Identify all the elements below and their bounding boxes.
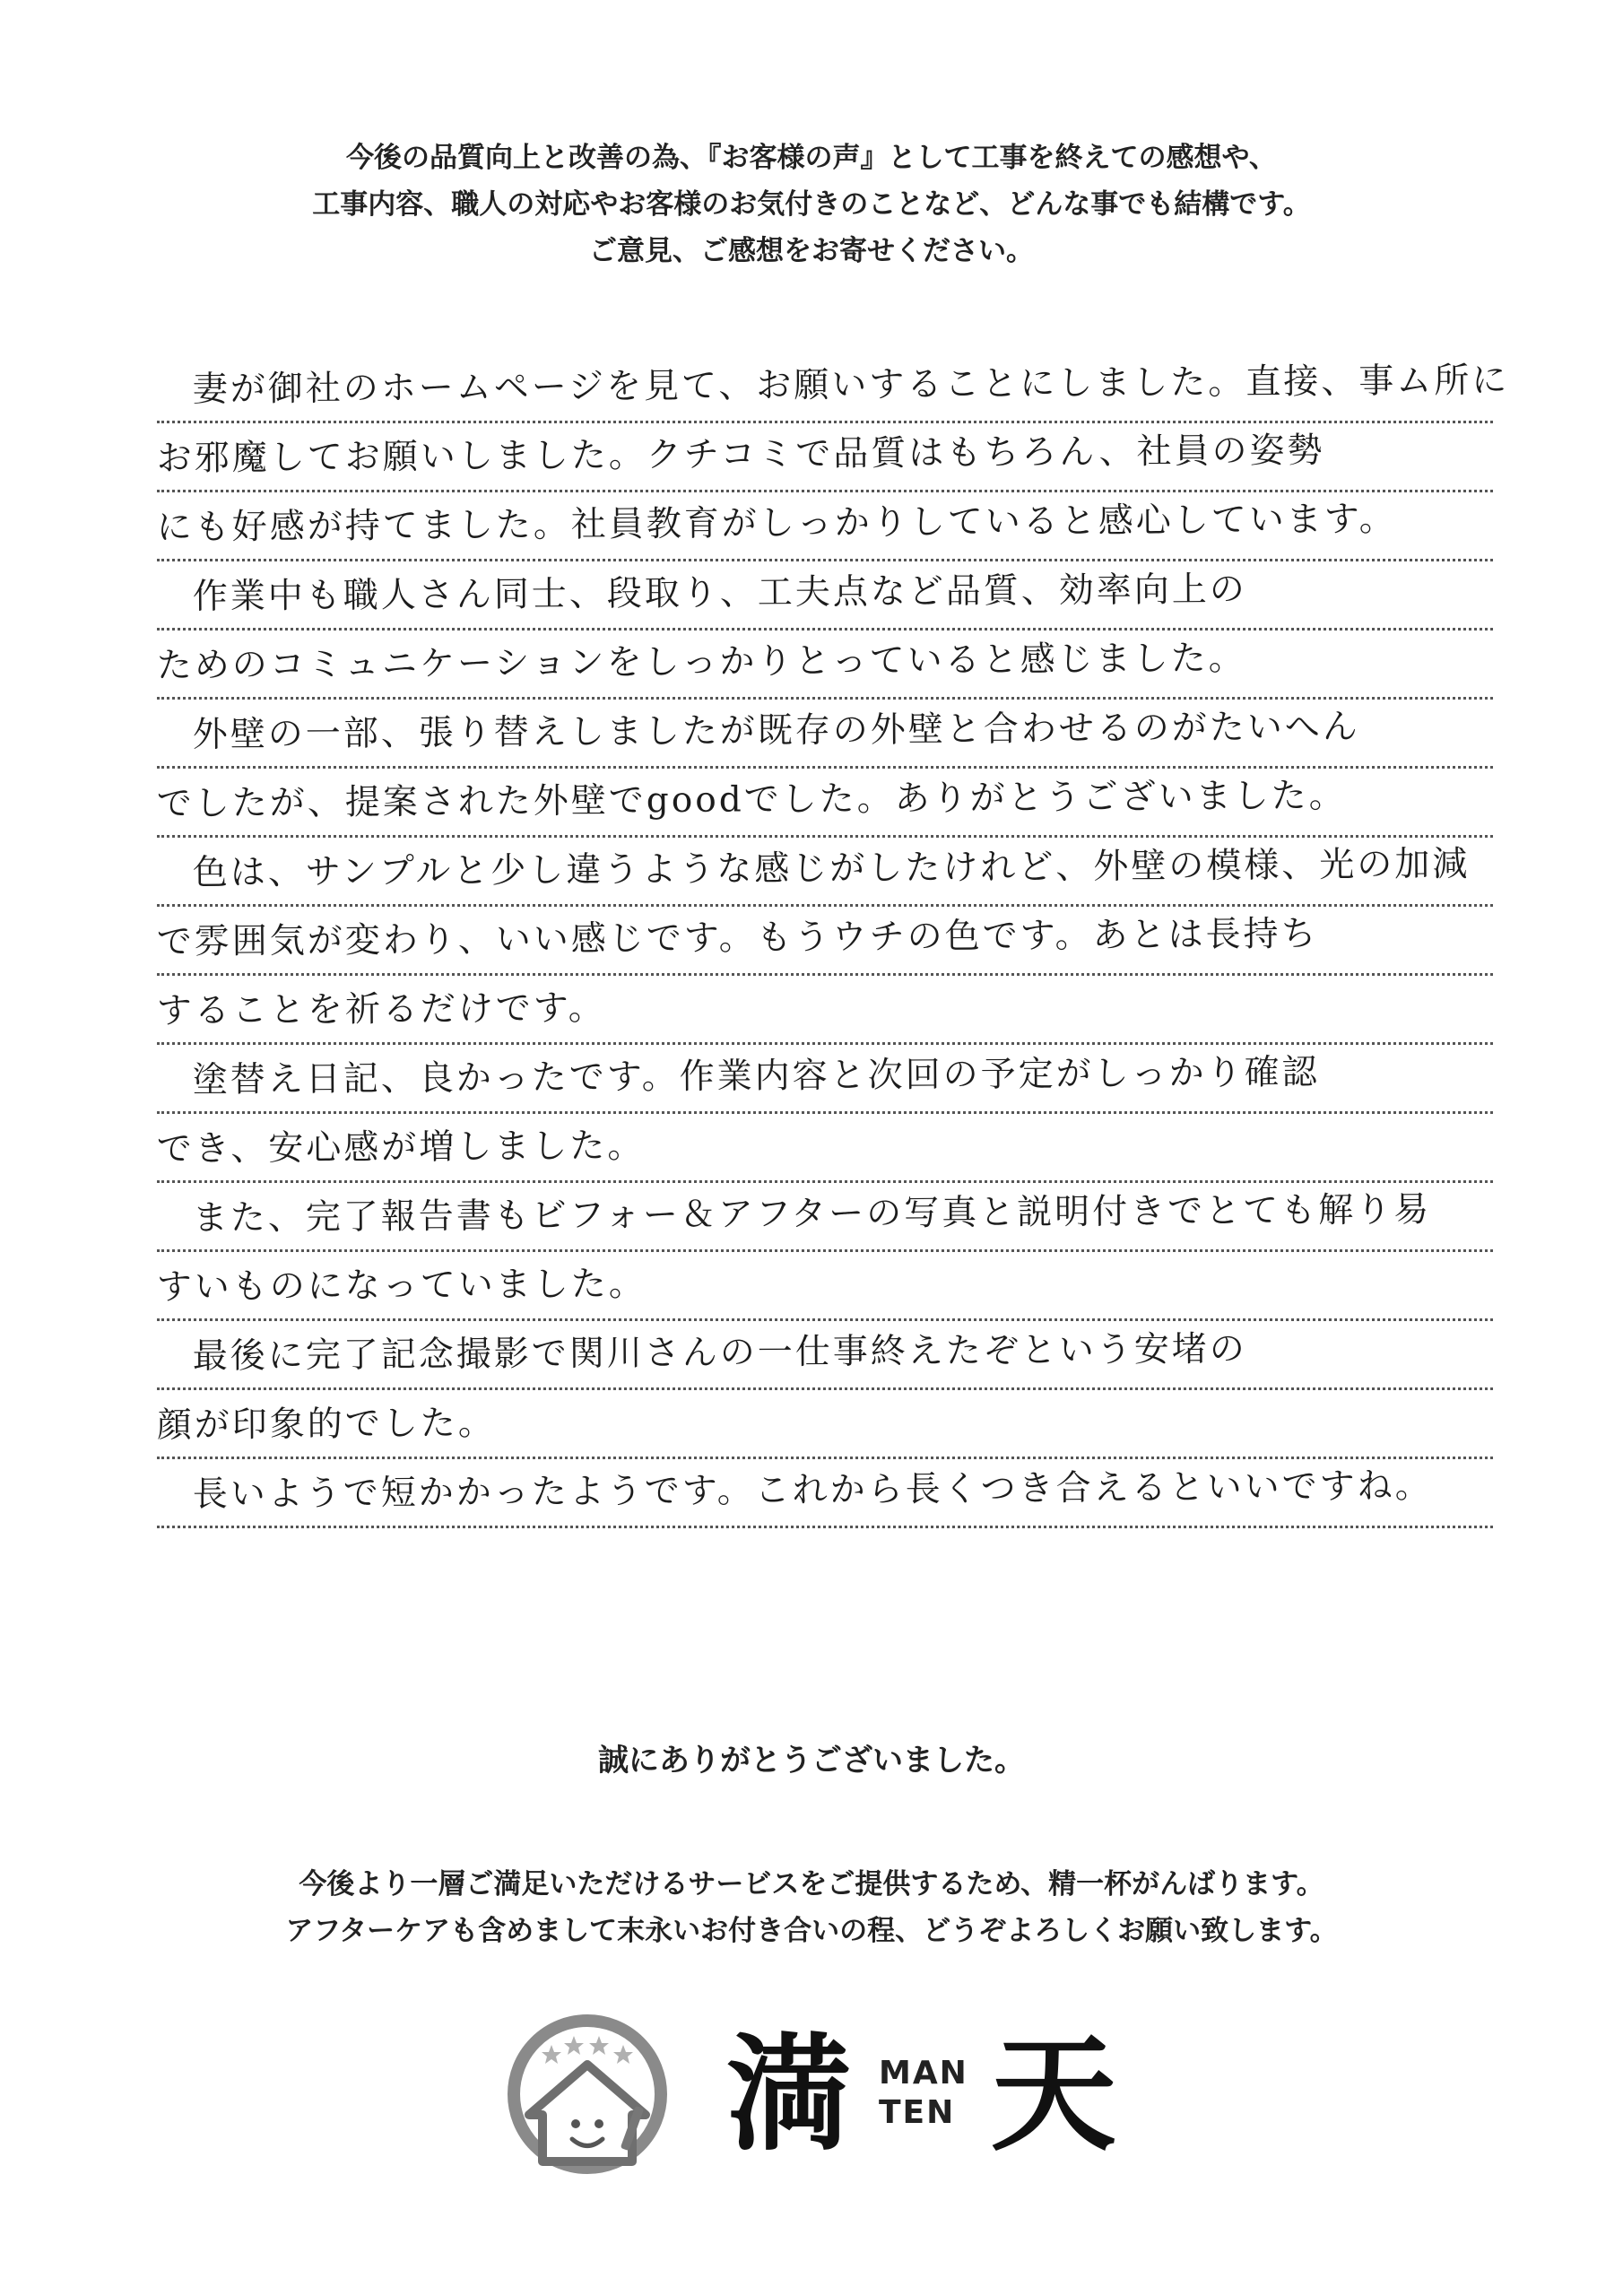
letter-line (157, 1114, 1493, 1183)
letter-line (157, 700, 1493, 769)
letter-line (157, 561, 1493, 631)
letter-line-text: にも好感が持てました。社員教育がしっかりしていると感心しています。 (156, 499, 1397, 549)
closing-line-1: 今後より一層ご満足いただけるサービスをご提供するため、精一杯がんばります。 (299, 1868, 1324, 1900)
logo-kanji-man: 満 (726, 2022, 853, 2169)
letter-line-text: することを祈るだけです。 (156, 987, 606, 1031)
letter-line (157, 907, 1493, 976)
letter-line (157, 1321, 1493, 1390)
instruction-line-2: 工事内容、職人の対応やお客様のお気付きのことなど、どんな事でも結構です。 (312, 188, 1311, 221)
letter-line-text: また、完了報告書もビフォー＆アフターの写真と説明付きでとても解り易 (192, 1189, 1432, 1239)
letter-line (157, 423, 1493, 492)
letter-line-text: でき、安心感が増しました。 (156, 1126, 646, 1170)
letter-line-text: 妻が御社のホームページを見て、お願いすることにしました。直接、事ム所に (192, 360, 1510, 411)
instruction-line-1: 今後の品質向上と改善の為、『お客様の声』として工事を終えての感想や、 (346, 142, 1277, 174)
letter-line-text: 色は、サンプルと少し違うような感じがしたけれど、外壁の模様、光の加減 (192, 844, 1471, 894)
letter-line-text: 作業中も職人さん同士、段取り、工夫点など品質、効率向上の (192, 569, 1247, 618)
letter-line (157, 1183, 1493, 1252)
letter-line (157, 631, 1493, 700)
letter-line-text: すいものになっていました。 (156, 1264, 647, 1308)
letter-line-text: 顔が印象的でした。 (156, 1403, 496, 1446)
letter-line (157, 976, 1493, 1045)
closing-line-2: アフターケアも含めまして末永いお付き合いの程、どうぞよろしくお願い致します。 (285, 1915, 1338, 1947)
thank-you-heading: 誠にありがとうございました。 (598, 1743, 1025, 1779)
letter-line-text: で雰囲気が変わり、いい感じです。もうウチの色です。あとは長持ち (156, 913, 1319, 962)
letter-line-text: 長いようで短かかったようです。これから長くつき合えるといいですね。 (192, 1465, 1433, 1515)
letter-line (157, 838, 1493, 907)
letter-line (157, 1459, 1493, 1528)
logo-roman-man: MAN (879, 2055, 968, 2092)
letter-line-text: お邪魔してお願いしました。クチコミで品質はもちろん、社員の姿勢 (156, 430, 1325, 480)
letter-line (157, 354, 1510, 423)
logo-roman-text (879, 2054, 968, 2133)
letter-line (157, 1045, 1493, 1114)
closing-message (0, 1861, 1623, 1954)
logo-roman-ten: TEN (879, 2094, 956, 2131)
survey-instructions (0, 135, 1623, 274)
letter-line (157, 769, 1493, 838)
logo-kanji-ten: 天 (991, 2022, 1117, 2169)
letter-line-text: 塗替え日記、良かったです。作業内容と次回の予定がしっかり確認 (192, 1052, 1320, 1100)
letter-line-text: でしたが、提案された外壁でgoodでした。ありがとうございました。 (156, 775, 1347, 825)
house-emblem-icon (502, 2009, 673, 2179)
letter-line-text: 外壁の一部、張り替えしましたが既存の外壁と合わせるのがたいへん (192, 706, 1360, 756)
handwritten-letter (156, 354, 1510, 1528)
letter-line-text: 最後に完了記念撮影で関川さんの一仕事終えたぞという安堵の (192, 1328, 1247, 1377)
instruction-line-3: ご意見、ご感想をお寄せください。 (589, 235, 1034, 267)
letter-line-text: ためのコミュニケーションをしっかりとっていると感じました。 (156, 638, 1246, 687)
company-logo (502, 2009, 1121, 2179)
letter-line (157, 492, 1493, 561)
letter-line (157, 1390, 1493, 1459)
letter-line (157, 1252, 1493, 1321)
